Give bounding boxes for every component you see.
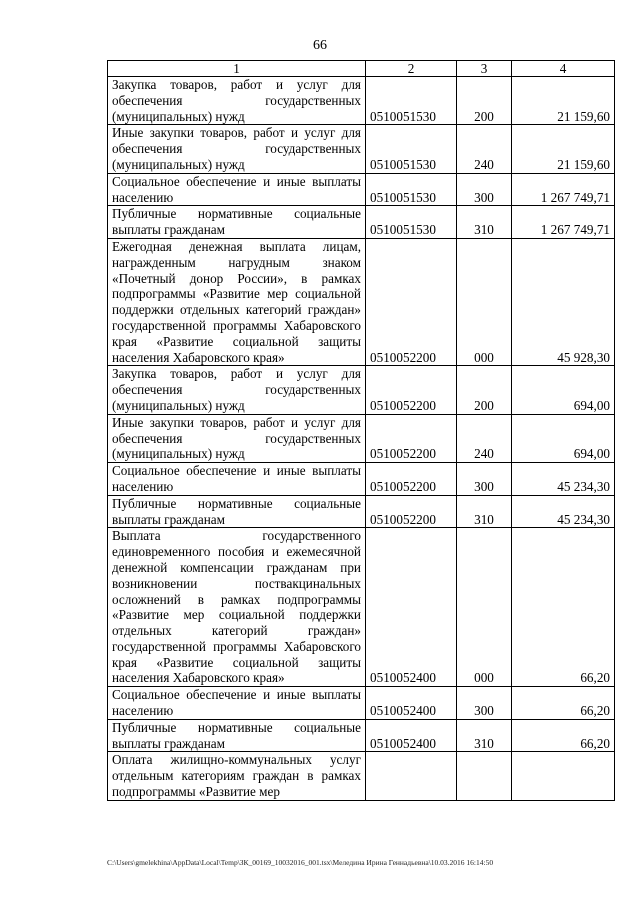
row-code: 0510052200 bbox=[366, 366, 457, 414]
row-amount: 66,20 bbox=[512, 528, 615, 687]
row-expense-type: 300 bbox=[457, 173, 512, 206]
row-description: Публичные нормативные социальные выплаты гражданам bbox=[108, 495, 366, 528]
row-amount: 66,20 bbox=[512, 719, 615, 752]
row-code: 0510051530 bbox=[366, 125, 457, 173]
column-header: 3 bbox=[457, 61, 512, 77]
row-expense-type: 300 bbox=[457, 687, 512, 720]
budget-table bbox=[107, 60, 615, 801]
table-row bbox=[108, 366, 615, 414]
table-row bbox=[108, 752, 615, 800]
row-expense-type: 310 bbox=[457, 719, 512, 752]
row-expense-type bbox=[457, 752, 512, 800]
row-code: 0510052200 bbox=[366, 495, 457, 528]
row-description: Публичные нормативные социальные выплаты гражданам bbox=[108, 206, 366, 239]
footer-file-path: C:\Users\gmelekhina\AppData\Local\Temp\ЗК_00169_10032016_001.tsx\Меледина Ирина Геннадьевна\10.03.2016 16:14:50 bbox=[107, 858, 494, 867]
row-code: 0510052400 bbox=[366, 528, 457, 687]
row-expense-type: 310 bbox=[457, 495, 512, 528]
row-code: 0510052400 bbox=[366, 687, 457, 720]
row-expense-type: 240 bbox=[457, 414, 512, 462]
row-code: 0510051530 bbox=[366, 173, 457, 206]
row-description: Социальное обеспечение и иные выплаты населению bbox=[108, 463, 366, 496]
row-code: 0510051530 bbox=[366, 77, 457, 125]
row-description: Социальное обеспечение и иные выплаты населению bbox=[108, 687, 366, 720]
row-expense-type: 240 bbox=[457, 125, 512, 173]
row-description: Выплата государственного единовременного пособия и ежемесячной денежной компенсации гражданам при возникновении поствакцинальных осложнений в рамках подпрограммы «Развитие мер социальной поддержки отдельных категорий граждан» государственной программы Хабаровского края «Развитие социальной защиты населения Хабаровского края» bbox=[108, 528, 366, 687]
row-amount: 45 234,30 bbox=[512, 463, 615, 496]
table-row bbox=[108, 125, 615, 173]
page-number: 66 bbox=[313, 38, 327, 53]
row-amount: 694,00 bbox=[512, 366, 615, 414]
row-description: Закупка товаров, работ и услуг для обеспечения государственных (муниципальных) нужд bbox=[108, 366, 366, 414]
table-row bbox=[108, 687, 615, 720]
row-code: 0510051530 bbox=[366, 206, 457, 239]
table-row bbox=[108, 414, 615, 462]
row-description: Закупка товаров, работ и услуг для обеспечения государственных (муниципальных) нужд bbox=[108, 77, 366, 125]
row-code: 0510052400 bbox=[366, 719, 457, 752]
row-expense-type: 300 bbox=[457, 463, 512, 496]
row-description: Иные закупки товаров, работ и услуг для обеспечения государственных (муниципальных) нужд bbox=[108, 414, 366, 462]
table-row bbox=[108, 463, 615, 496]
column-header: 1 bbox=[108, 61, 366, 77]
row-expense-type: 200 bbox=[457, 77, 512, 125]
row-amount: 45 928,30 bbox=[512, 238, 615, 365]
table-row bbox=[108, 495, 615, 528]
table-row bbox=[108, 206, 615, 239]
table-row bbox=[108, 528, 615, 687]
row-description: Оплата жилищно-коммунальных услуг отдельным категориям граждан в рамках подпрограммы «Развитие мер bbox=[108, 752, 366, 800]
row-amount: 1 267 749,71 bbox=[512, 173, 615, 206]
row-description: Публичные нормативные социальные выплаты гражданам bbox=[108, 719, 366, 752]
row-expense-type: 310 bbox=[457, 206, 512, 239]
row-expense-type: 200 bbox=[457, 366, 512, 414]
table-row bbox=[108, 77, 615, 125]
table-row bbox=[108, 719, 615, 752]
row-amount: 1 267 749,71 bbox=[512, 206, 615, 239]
row-description: Социальное обеспечение и иные выплаты населению bbox=[108, 173, 366, 206]
row-code bbox=[366, 752, 457, 800]
row-code: 0510052200 bbox=[366, 463, 457, 496]
row-amount: 21 159,60 bbox=[512, 125, 615, 173]
column-header: 2 bbox=[366, 61, 457, 77]
row-expense-type: 000 bbox=[457, 528, 512, 687]
row-description: Иные закупки товаров, работ и услуг для обеспечения государственных (муниципальных) нужд bbox=[108, 125, 366, 173]
row-amount: 66,20 bbox=[512, 687, 615, 720]
row-amount: 21 159,60 bbox=[512, 77, 615, 125]
table-row bbox=[108, 238, 615, 365]
row-amount: 694,00 bbox=[512, 414, 615, 462]
row-amount bbox=[512, 752, 615, 800]
row-description: Ежегодная денежная выплата лицам, награжденным нагрудным знаком «Почетный донор России», в рамках подпрограммы «Развитие мер социальной поддержки отдельных категорий граждан» государственной программы Хабаровского края «Развитие социальной защиты населения Хабаровского края» bbox=[108, 238, 366, 365]
table-row bbox=[108, 173, 615, 206]
row-amount: 45 234,30 bbox=[512, 495, 615, 528]
column-header: 4 bbox=[512, 61, 615, 77]
header-row bbox=[108, 61, 615, 77]
row-code: 0510052200 bbox=[366, 238, 457, 365]
row-expense-type: 000 bbox=[457, 238, 512, 365]
row-code: 0510052200 bbox=[366, 414, 457, 462]
